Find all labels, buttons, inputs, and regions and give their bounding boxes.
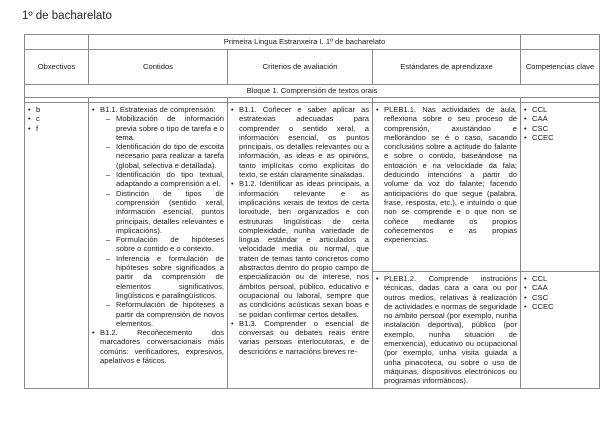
competence-item: • CAA bbox=[524, 283, 596, 292]
standard-pleb1-1: • PLEB1.1. Nas actividades de aula, reflexiona sobre o seu proceso de comprensión, axustándoo e melloràndoo se é o caso, sacando conclusións sobre a actitude do falante e sobre o contido, baseándose na entoación e na velocidade da fala; deducindo intencións a partir do volume da voz do falante; facendo anticipacións do que segue (palabra, frase, resposta, etc.), e intuíndo o que non se comprende e o que non se coñece mediante os propios coñecementos e as propias experiencias. bbox=[376, 105, 517, 244]
content-subitem: – Formulación de hipóteses sobre o contido e o contexto. bbox=[100, 235, 224, 254]
standards-cell bbox=[373, 103, 521, 389]
objective-item: • c bbox=[28, 114, 85, 123]
content-b1-1-title: • B1.1. Estratexias de comprensión: bbox=[100, 105, 216, 114]
objectives-cell bbox=[25, 103, 89, 389]
objective-item: • b bbox=[28, 105, 85, 114]
content-subitem: – Identificación do tipo de escoita necesario para realizar a tarefa (global, selectiva e detallada). bbox=[100, 142, 224, 170]
content-subitem: – Mobilización de información previa sobre o tipo de tarefa e o tema. bbox=[100, 114, 224, 142]
criterion-b1-2: • B1.2. Identificar as ideas principais, a información relevante e as implicacións xerais de textos de certa lonxitude, ben organizados e con estruturas lingüísticas de certa complexidade, nunha variedade de lingua estándar e articulados a velocidade media ou normal, que traten de temas tanto concretos como abstractos dentro do propio campo de especialización ou de interese, nos ámbitos persoal, público, educativo e ocupacional ou laboral, sempre que as condicións acústicas sexan boas e se poidan confirmar certos detalles. bbox=[231, 179, 369, 318]
criterion-b1-3: • B1.3. Comprender o esencial de conversas ou debates reais entre varias persoas interlocutoras, e de descricións e narracións breves re- bbox=[231, 319, 369, 356]
header-estandares: Estándares de aprendizaxe bbox=[373, 50, 521, 85]
competence-item: • CSC bbox=[524, 293, 596, 302]
competence-item: • CCEC bbox=[524, 302, 596, 311]
competence-item: • CAA bbox=[524, 114, 596, 123]
curriculum-table bbox=[24, 34, 600, 389]
content-b1-2: • B1.2. Recoñecemento dos marcadores conversacionais máis comúns: verificadores, expresivos, apelativos e fáticos. bbox=[92, 328, 224, 365]
criterion-b1-1: • B1.1. Coñecer e saber aplicar as estratexias adecuadas para comprender o sentido xeral, a información esencial, os puntos principais, os detalles relevantes ou a información, as ideas e as opinións, tanto implícitas como explícitas do texto, se están claramente sinaladas. bbox=[231, 105, 369, 179]
objective-item: • f bbox=[28, 124, 85, 133]
criteria-cell bbox=[228, 103, 373, 389]
header-criterios: Criterios de avaliación bbox=[228, 50, 373, 85]
competence-item: • CCEC bbox=[524, 133, 596, 142]
content-subitem: – Reformulación de hipóteses a partir da comprensión de novos elementos. bbox=[100, 300, 224, 328]
competences-cell bbox=[521, 103, 600, 389]
content-subitem: – Identificación do tipo textual, adaptando a comprensión a el. bbox=[100, 170, 224, 189]
content-subitem: – Inferencia e formulación de hipóteses sobre significados a partir da comprensión de elementos significativos, lingüísticos e paralingüísticos. bbox=[100, 254, 224, 300]
content-subitem: – Distinción de tipos de comprensión (sentido xeral, información esencial, puntos principais, detalles relevantes e implicacións). bbox=[100, 189, 224, 235]
standard-pleb1-2: • PLEB1.2. Comprende instrucións técnicas, dadas cara a cara ou por outros medios, relativas á realización de actividades e normas de seguridade no ámbito persoal (por exemplo, nunha instalación deportiva), público (por exemplo, nunha situación de emerxencia), educativo ou ocupacional (por exemplo, unha visita guiada a unha pinacoteca, ou sobre o uso de máquinas, dispositivos electrónicos ou programas informáticos). bbox=[376, 274, 517, 386]
page-title: 1º de bacharelato bbox=[22, 10, 112, 22]
content-b1-1 bbox=[92, 105, 224, 328]
header-contidos: Contidos bbox=[89, 50, 228, 85]
header-competencias: Competencias clave bbox=[521, 50, 600, 85]
header-obxectivos: Obxectivos bbox=[25, 50, 89, 85]
table-title: Primeira Lingua Estranxeira I. 1º de bacharelato bbox=[89, 35, 521, 50]
block-title: Bloque 1. Comprensión de textos orais bbox=[25, 85, 600, 98]
competence-item: • CCL bbox=[524, 105, 596, 114]
competence-item: • CSC bbox=[524, 124, 596, 133]
contents-cell bbox=[89, 103, 228, 389]
competence-item: • CCL bbox=[524, 274, 596, 283]
